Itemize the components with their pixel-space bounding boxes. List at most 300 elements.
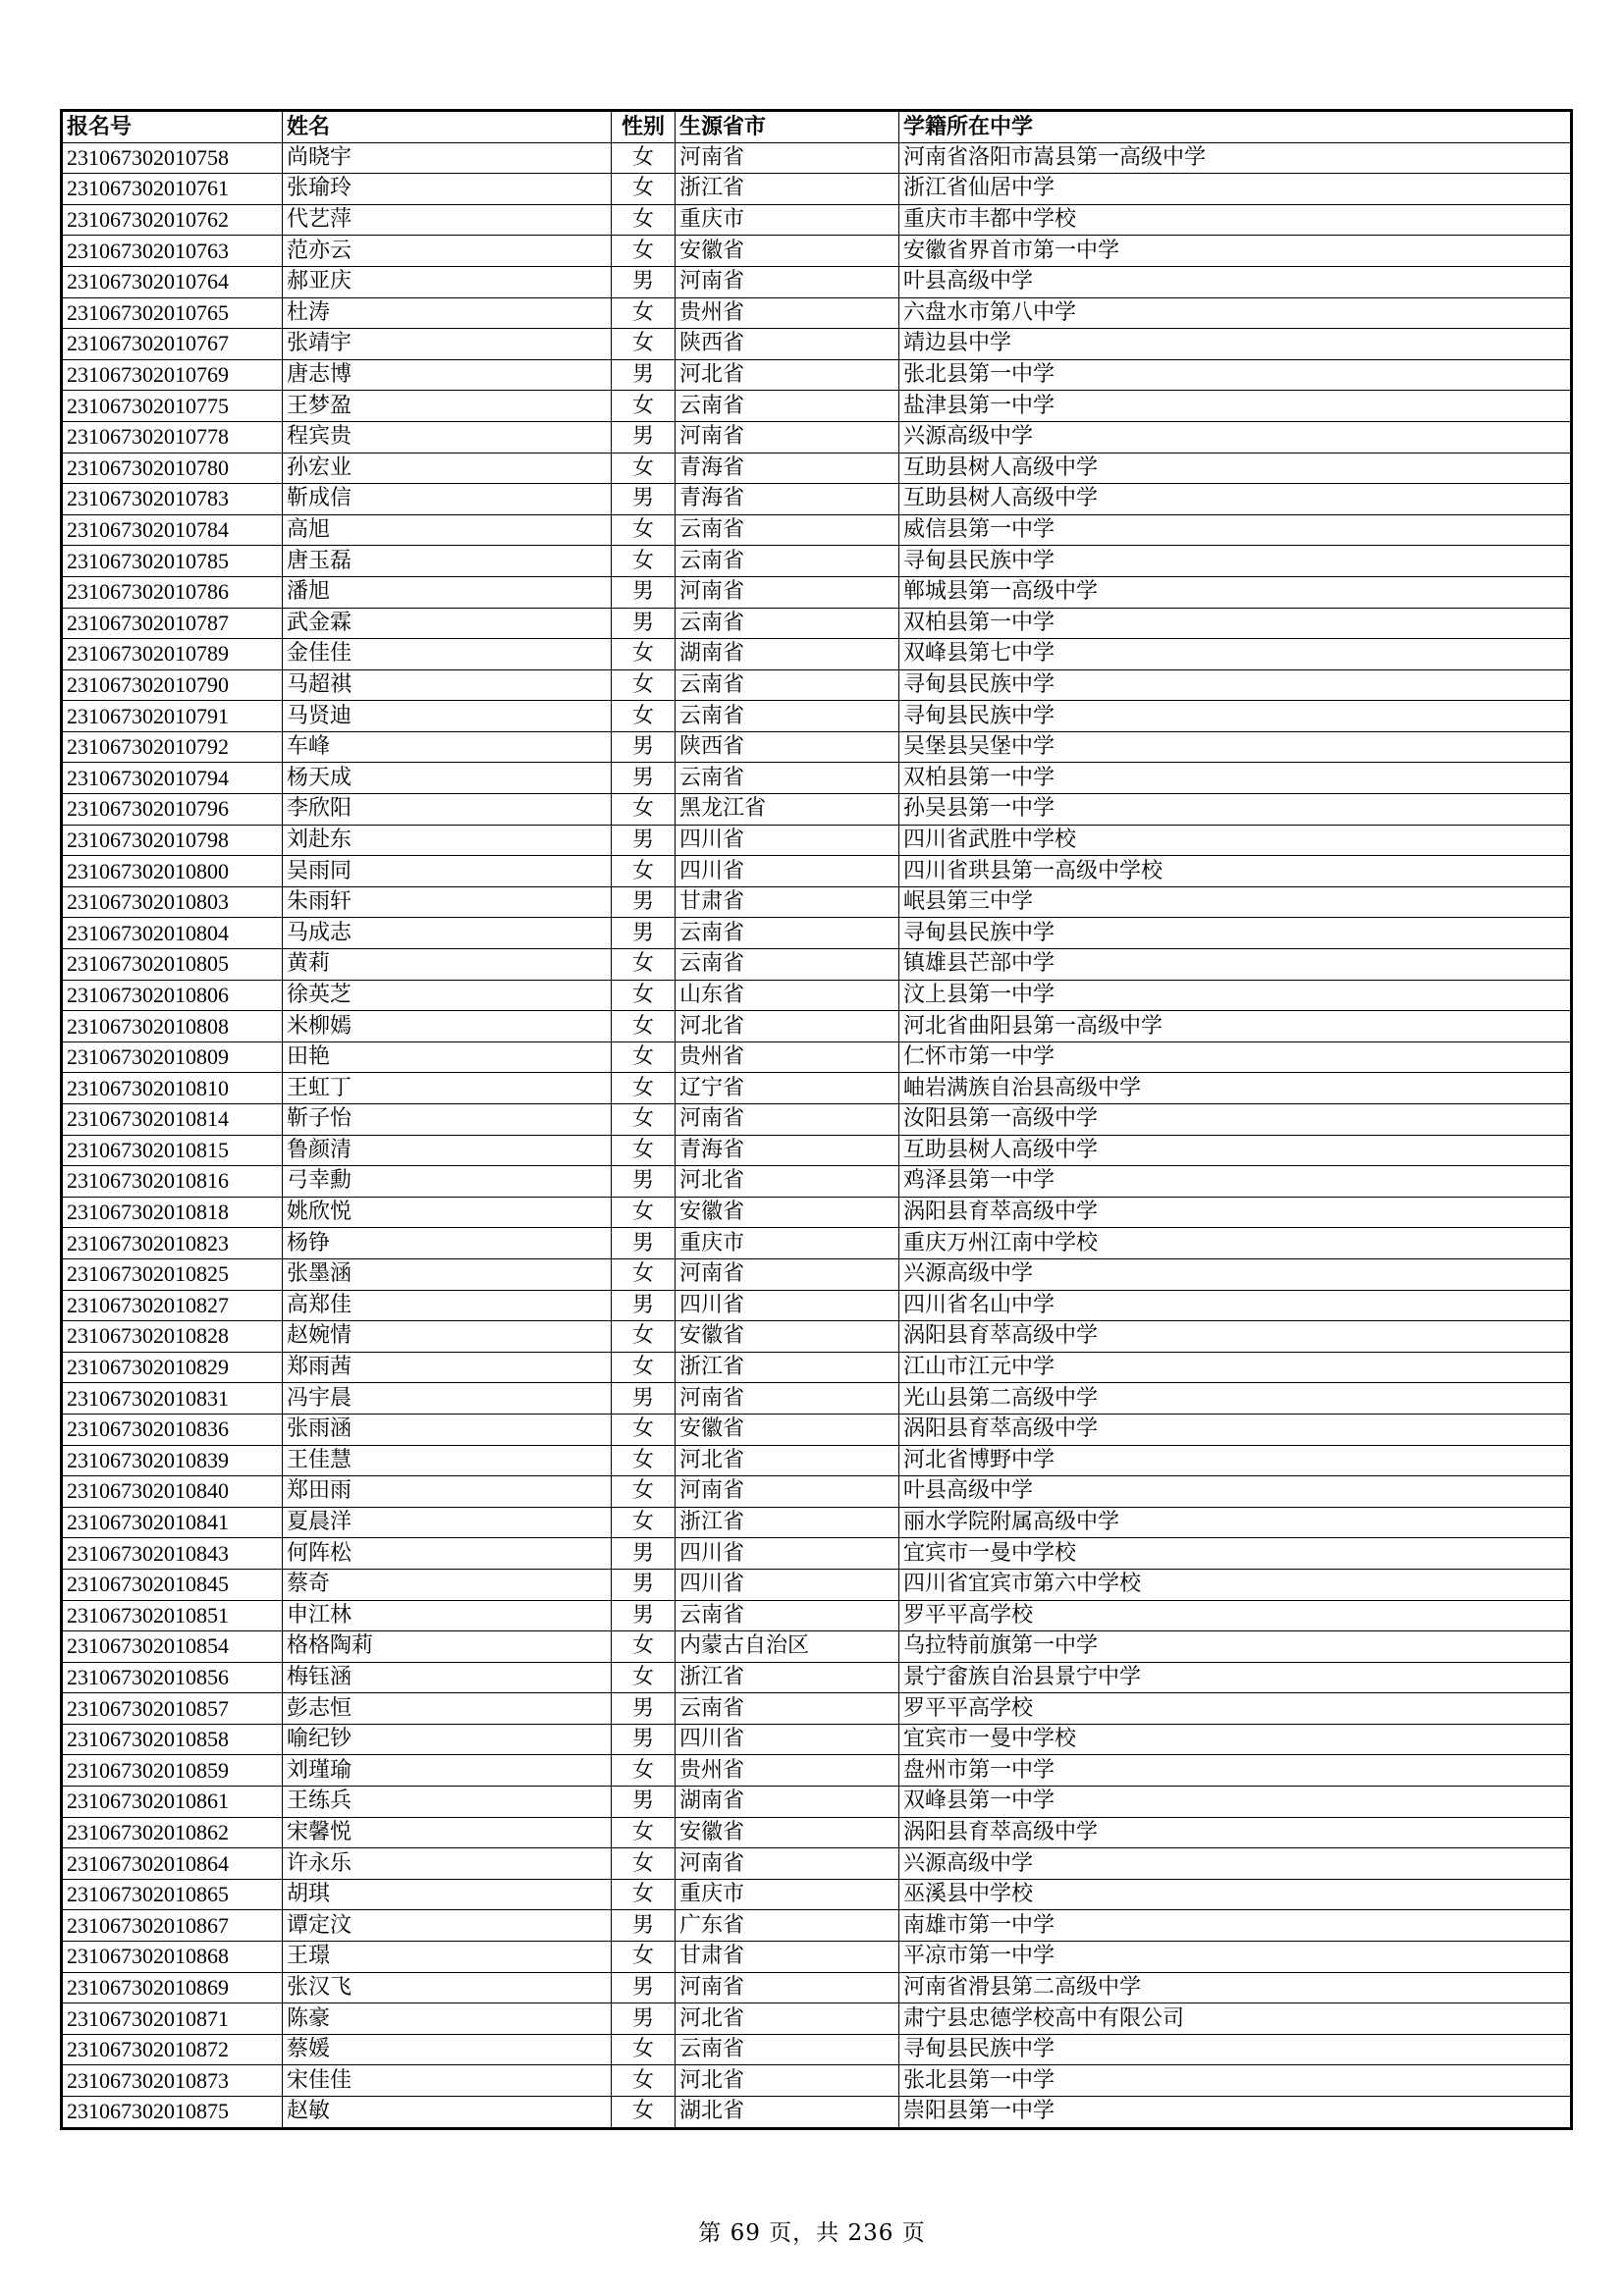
gender-cell: 男 <box>612 359 676 391</box>
registration-number-cell: 231067302010823 <box>62 1228 283 1259</box>
province-cell: 河南省 <box>676 266 899 297</box>
gender-cell: 女 <box>612 1848 676 1880</box>
school-cell: 汝阳县第一高级中学 <box>899 1104 1572 1136</box>
table-row <box>62 1848 1572 1880</box>
gender-cell: 男 <box>612 1724 676 1755</box>
gender-cell: 男 <box>612 1228 676 1259</box>
gender-cell: 女 <box>612 949 676 981</box>
table-row <box>62 1817 1572 1848</box>
registration-number-cell: 231067302010845 <box>62 1569 283 1600</box>
name-cell: 申江林 <box>283 1600 612 1631</box>
gender-cell: 女 <box>612 1352 676 1383</box>
province-cell: 云南省 <box>676 391 899 422</box>
registration-number-cell: 231067302010809 <box>62 1041 283 1073</box>
table-row <box>62 576 1572 608</box>
gender-cell: 女 <box>612 1073 676 1104</box>
table-row <box>62 1972 1572 2003</box>
registration-number-cell: 231067302010762 <box>62 204 283 236</box>
table-row <box>62 453 1572 484</box>
registration-number-cell: 231067302010791 <box>62 701 283 732</box>
gender-cell: 男 <box>612 576 676 608</box>
table-row <box>62 204 1572 236</box>
gender-cell: 女 <box>612 546 676 577</box>
school-cell: 威信县第一中学 <box>899 514 1572 546</box>
header-name: 姓名 <box>283 111 612 143</box>
table-row <box>62 1290 1572 1321</box>
registration-number-cell: 231067302010786 <box>62 576 283 608</box>
registration-number-cell: 231067302010814 <box>62 1104 283 1136</box>
registration-number-cell: 231067302010875 <box>62 2097 283 2129</box>
school-cell: 岫岩满族自治县高级中学 <box>899 1073 1572 1104</box>
province-cell: 河南省 <box>676 1972 899 2003</box>
province-cell: 云南省 <box>676 546 899 577</box>
school-cell: 四川省名山中学 <box>899 1290 1572 1321</box>
registration-number-cell: 231067302010800 <box>62 856 283 887</box>
name-cell: 张墨涵 <box>283 1258 612 1290</box>
name-cell: 刘瑾瑜 <box>283 1755 612 1787</box>
province-cell: 河南省 <box>676 1104 899 1136</box>
registration-number-cell: 231067302010828 <box>62 1321 283 1353</box>
registration-number-cell: 231067302010868 <box>62 1942 283 1973</box>
name-cell: 宋馨悦 <box>283 1817 612 1848</box>
name-cell: 杨铮 <box>283 1228 612 1259</box>
gender-cell: 男 <box>612 266 676 297</box>
school-cell: 靖边县中学 <box>899 329 1572 360</box>
table-row <box>62 949 1572 981</box>
province-cell: 重庆市 <box>676 1879 899 1910</box>
gender-cell: 女 <box>612 701 676 732</box>
gender-cell: 女 <box>612 856 676 887</box>
name-cell: 田艳 <box>283 1041 612 1073</box>
school-cell: 互助县树人高级中学 <box>899 484 1572 515</box>
registration-number-cell: 231067302010851 <box>62 1600 283 1631</box>
province-cell: 云南省 <box>676 701 899 732</box>
name-cell: 武金霖 <box>283 608 612 639</box>
name-cell: 姚欣悦 <box>283 1197 612 1228</box>
registration-number-cell: 231067302010862 <box>62 1817 283 1848</box>
name-cell: 尚晓宇 <box>283 142 612 174</box>
province-cell: 河南省 <box>676 1383 899 1415</box>
school-cell: 宜宾市一曼中学校 <box>899 1538 1572 1570</box>
gender-cell: 女 <box>612 453 676 484</box>
roster-table <box>60 109 1573 2130</box>
name-cell: 张瑜玲 <box>283 174 612 205</box>
province-cell: 重庆市 <box>676 204 899 236</box>
registration-number-cell: 231067302010815 <box>62 1135 283 1166</box>
school-cell: 张北县第一中学 <box>899 359 1572 391</box>
province-cell: 云南省 <box>676 608 899 639</box>
registration-number-cell: 231067302010861 <box>62 1787 283 1818</box>
table-row <box>62 1724 1572 1755</box>
table-row <box>62 1414 1572 1445</box>
gender-cell: 女 <box>612 2065 676 2097</box>
gender-cell: 女 <box>612 514 676 546</box>
name-cell: 谭定汶 <box>283 1910 612 1942</box>
name-cell: 靳子怡 <box>283 1104 612 1136</box>
school-cell: 镇雄县芒部中学 <box>899 949 1572 981</box>
registration-number-cell: 231067302010783 <box>62 484 283 515</box>
name-cell: 格格陶莉 <box>283 1631 612 1663</box>
registration-number-cell: 231067302010841 <box>62 1507 283 1538</box>
province-cell: 贵州省 <box>676 297 899 329</box>
school-cell: 郸城县第一高级中学 <box>899 576 1572 608</box>
table-row <box>62 1352 1572 1383</box>
province-cell: 安徽省 <box>676 1197 899 1228</box>
gender-cell: 女 <box>612 1507 676 1538</box>
name-cell: 胡琪 <box>283 1879 612 1910</box>
table-row <box>62 359 1572 391</box>
name-cell: 潘旭 <box>283 576 612 608</box>
gender-cell: 女 <box>612 1414 676 1445</box>
province-cell: 河南省 <box>676 1258 899 1290</box>
school-cell: 景宁畲族自治县景宁中学 <box>899 1662 1572 1693</box>
name-cell: 郝亚庆 <box>283 266 612 297</box>
gender-cell: 女 <box>612 391 676 422</box>
header-school: 学籍所在中学 <box>899 111 1572 143</box>
province-cell: 湖北省 <box>676 2097 899 2129</box>
gender-cell: 男 <box>612 484 676 515</box>
table-row <box>62 1787 1572 1818</box>
gender-cell: 男 <box>612 1910 676 1942</box>
table-row <box>62 236 1572 267</box>
school-cell: 重庆市丰都中学校 <box>899 204 1572 236</box>
province-cell: 浙江省 <box>676 1507 899 1538</box>
province-cell: 甘肃省 <box>676 1942 899 1973</box>
name-cell: 陈豪 <box>283 2003 612 2035</box>
gender-cell: 女 <box>612 1135 676 1166</box>
province-cell: 山东省 <box>676 980 899 1011</box>
registration-number-cell: 231067302010758 <box>62 142 283 174</box>
school-cell: 河南省滑县第二高级中学 <box>899 1972 1572 2003</box>
school-cell: 涡阳县育萃高级中学 <box>899 1321 1572 1353</box>
table-row <box>62 1693 1572 1725</box>
table-row <box>62 825 1572 856</box>
table-row <box>62 1197 1572 1228</box>
registration-number-cell: 231067302010810 <box>62 1073 283 1104</box>
name-cell: 车峰 <box>283 731 612 763</box>
province-cell: 四川省 <box>676 1538 899 1570</box>
gender-cell: 女 <box>612 1631 676 1663</box>
table-row <box>62 1011 1572 1042</box>
school-cell: 双峰县第七中学 <box>899 639 1572 670</box>
school-cell: 互助县树人高级中学 <box>899 453 1572 484</box>
name-cell: 马贤迪 <box>283 701 612 732</box>
province-cell: 云南省 <box>676 669 899 701</box>
school-cell: 涡阳县育萃高级中学 <box>899 1817 1572 1848</box>
table-row <box>62 297 1572 329</box>
school-cell: 汶上县第一中学 <box>899 980 1572 1011</box>
gender-cell: 女 <box>612 1476 676 1508</box>
province-cell: 甘肃省 <box>676 886 899 918</box>
table-row <box>62 484 1572 515</box>
gender-cell: 女 <box>612 1755 676 1787</box>
registration-number-cell: 231067302010792 <box>62 731 283 763</box>
table-row <box>62 1942 1572 1973</box>
name-cell: 金佳佳 <box>283 639 612 670</box>
registration-number-cell: 231067302010865 <box>62 1879 283 1910</box>
table-row <box>62 2003 1572 2035</box>
gender-cell: 女 <box>612 1817 676 1848</box>
school-cell: 仁怀市第一中学 <box>899 1041 1572 1073</box>
name-cell: 李欣阳 <box>283 794 612 826</box>
province-cell: 陕西省 <box>676 731 899 763</box>
name-cell: 王梦盈 <box>283 391 612 422</box>
gender-cell: 女 <box>612 2034 676 2065</box>
registration-number-cell: 231067302010867 <box>62 1910 283 1942</box>
table-row <box>62 546 1572 577</box>
name-cell: 徐英芝 <box>283 980 612 1011</box>
table-row <box>62 1569 1572 1600</box>
registration-number-cell: 231067302010839 <box>62 1445 283 1476</box>
school-cell: 张北县第一中学 <box>899 2065 1572 2097</box>
school-cell: 乌拉特前旗第一中学 <box>899 1631 1572 1663</box>
name-cell: 杜涛 <box>283 297 612 329</box>
province-cell: 河北省 <box>676 1011 899 1042</box>
table-row <box>62 1445 1572 1476</box>
name-cell: 王练兵 <box>283 1787 612 1818</box>
table-row <box>62 701 1572 732</box>
name-cell: 赵敏 <box>283 2097 612 2129</box>
gender-cell: 女 <box>612 174 676 205</box>
table-row <box>62 669 1572 701</box>
registration-number-cell: 231067302010818 <box>62 1197 283 1228</box>
school-cell: 双柏县第一中学 <box>899 608 1572 639</box>
province-cell: 四川省 <box>676 825 899 856</box>
name-cell: 蔡媛 <box>283 2034 612 2065</box>
province-cell: 贵州省 <box>676 1041 899 1073</box>
name-cell: 朱雨轩 <box>283 886 612 918</box>
province-cell: 河北省 <box>676 359 899 391</box>
province-cell: 云南省 <box>676 949 899 981</box>
registration-number-cell: 231067302010761 <box>62 174 283 205</box>
registration-number-cell: 231067302010794 <box>62 763 283 794</box>
name-cell: 夏晨洋 <box>283 1507 612 1538</box>
table-row <box>62 763 1572 794</box>
registration-number-cell: 231067302010829 <box>62 1352 283 1383</box>
gender-cell: 女 <box>612 1321 676 1353</box>
province-cell: 重庆市 <box>676 1228 899 1259</box>
name-cell: 郑雨茜 <box>283 1352 612 1383</box>
school-cell: 浙江省仙居中学 <box>899 174 1572 205</box>
table-row <box>62 174 1572 205</box>
gender-cell: 男 <box>612 1290 676 1321</box>
name-cell: 黄莉 <box>283 949 612 981</box>
school-cell: 河北省曲阳县第一高级中学 <box>899 1011 1572 1042</box>
table-row <box>62 1104 1572 1136</box>
table-row <box>62 608 1572 639</box>
table-row <box>62 514 1572 546</box>
gender-cell: 女 <box>612 329 676 360</box>
name-cell: 王璟 <box>283 1942 612 1973</box>
registration-number-cell: 231067302010816 <box>62 1166 283 1198</box>
school-cell: 兴源高级中学 <box>899 1258 1572 1290</box>
school-cell: 盘州市第一中学 <box>899 1755 1572 1787</box>
table-row <box>62 1321 1572 1353</box>
school-cell: 岷县第三中学 <box>899 886 1572 918</box>
name-cell: 冯宇晨 <box>283 1383 612 1415</box>
province-cell: 安徽省 <box>676 236 899 267</box>
school-cell: 四川省武胜中学校 <box>899 825 1572 856</box>
gender-cell: 女 <box>612 1011 676 1042</box>
province-cell: 陕西省 <box>676 329 899 360</box>
gender-cell: 女 <box>612 1942 676 1973</box>
school-cell: 平凉市第一中学 <box>899 1942 1572 1973</box>
table-row <box>62 731 1572 763</box>
province-cell: 青海省 <box>676 484 899 515</box>
province-cell: 贵州省 <box>676 1755 899 1787</box>
registration-number-cell: 231067302010778 <box>62 421 283 453</box>
name-cell: 弓幸勳 <box>283 1166 612 1198</box>
school-cell: 丽水学院附属高级中学 <box>899 1507 1572 1538</box>
school-cell: 双峰县第一中学 <box>899 1787 1572 1818</box>
name-cell: 唐志博 <box>283 359 612 391</box>
registration-number-cell: 231067302010871 <box>62 2003 283 2035</box>
province-cell: 内蒙古自治区 <box>676 1631 899 1663</box>
name-cell: 高旭 <box>283 514 612 546</box>
registration-number-cell: 231067302010798 <box>62 825 283 856</box>
registration-number-cell: 231067302010869 <box>62 1972 283 2003</box>
province-cell: 安徽省 <box>676 1414 899 1445</box>
table-row <box>62 1135 1572 1166</box>
name-cell: 孙宏业 <box>283 453 612 484</box>
name-cell: 米柳嫣 <box>283 1011 612 1042</box>
name-cell: 彭志恒 <box>283 1693 612 1725</box>
province-cell: 河北省 <box>676 2003 899 2035</box>
registration-number-cell: 231067302010804 <box>62 918 283 949</box>
school-cell: 崇阳县第一中学 <box>899 2097 1572 2129</box>
name-cell: 梅钰涵 <box>283 1662 612 1693</box>
registration-number-cell: 231067302010790 <box>62 669 283 701</box>
table-row <box>62 639 1572 670</box>
registration-number-cell: 231067302010859 <box>62 1755 283 1787</box>
registration-number-cell: 231067302010805 <box>62 949 283 981</box>
gender-cell: 女 <box>612 1197 676 1228</box>
school-cell: 重庆万州江南中学校 <box>899 1228 1572 1259</box>
province-cell: 广东省 <box>676 1910 899 1942</box>
table-row <box>62 918 1572 949</box>
province-cell: 河南省 <box>676 576 899 608</box>
registration-number-cell: 231067302010827 <box>62 1290 283 1321</box>
name-cell: 喻纪钞 <box>283 1724 612 1755</box>
province-cell: 黑龙江省 <box>676 794 899 826</box>
school-cell: 光山县第二高级中学 <box>899 1383 1572 1415</box>
table-row <box>62 2065 1572 2097</box>
school-cell: 南雄市第一中学 <box>899 1910 1572 1942</box>
school-cell: 鸡泽县第一中学 <box>899 1166 1572 1198</box>
school-cell: 涡阳县育萃高级中学 <box>899 1414 1572 1445</box>
school-cell: 双柏县第一中学 <box>899 763 1572 794</box>
registration-number-cell: 231067302010831 <box>62 1383 283 1415</box>
registration-number-cell: 231067302010857 <box>62 1693 283 1725</box>
province-cell: 四川省 <box>676 1569 899 1600</box>
province-cell: 云南省 <box>676 763 899 794</box>
name-cell: 许永乐 <box>283 1848 612 1880</box>
name-cell: 马成志 <box>283 918 612 949</box>
name-cell: 吴雨同 <box>283 856 612 887</box>
province-cell: 云南省 <box>676 2034 899 2065</box>
gender-cell: 女 <box>612 1041 676 1073</box>
province-cell: 四川省 <box>676 1290 899 1321</box>
province-cell: 湖南省 <box>676 1787 899 1818</box>
table-row <box>62 391 1572 422</box>
province-cell: 河南省 <box>676 1476 899 1508</box>
school-cell: 盐津县第一中学 <box>899 391 1572 422</box>
gender-cell: 男 <box>612 2003 676 2035</box>
name-cell: 马超祺 <box>283 669 612 701</box>
name-cell: 赵婉情 <box>283 1321 612 1353</box>
province-cell: 四川省 <box>676 856 899 887</box>
gender-cell: 男 <box>612 918 676 949</box>
name-cell: 张靖宇 <box>283 329 612 360</box>
school-cell: 罗平平高学校 <box>899 1600 1572 1631</box>
school-cell: 涡阳县育萃高级中学 <box>899 1197 1572 1228</box>
province-cell: 辽宁省 <box>676 1073 899 1104</box>
gender-cell: 女 <box>612 794 676 826</box>
province-cell: 河北省 <box>676 2065 899 2097</box>
registration-number-cell: 231067302010764 <box>62 266 283 297</box>
header-row <box>62 111 1572 143</box>
province-cell: 青海省 <box>676 453 899 484</box>
province-cell: 浙江省 <box>676 1662 899 1693</box>
table-row <box>62 1073 1572 1104</box>
gender-cell: 男 <box>612 608 676 639</box>
registration-number-cell: 231067302010873 <box>62 2065 283 2097</box>
school-cell: 互助县树人高级中学 <box>899 1135 1572 1166</box>
table-row <box>62 1228 1572 1259</box>
name-cell: 王虹丁 <box>283 1073 612 1104</box>
province-cell: 云南省 <box>676 1693 899 1725</box>
school-cell: 兴源高级中学 <box>899 1848 1572 1880</box>
school-cell: 河北省博野中学 <box>899 1445 1572 1476</box>
school-cell: 四川省宜宾市第六中学校 <box>899 1569 1572 1600</box>
table-row <box>62 329 1572 360</box>
table-row <box>62 1476 1572 1508</box>
table-row <box>62 2034 1572 2065</box>
gender-cell: 男 <box>612 763 676 794</box>
table-row <box>62 2097 1572 2129</box>
name-cell: 唐玉磊 <box>283 546 612 577</box>
registration-number-cell: 231067302010784 <box>62 514 283 546</box>
name-cell: 何阵松 <box>283 1538 612 1570</box>
name-cell: 张雨涵 <box>283 1414 612 1445</box>
registration-number-cell: 231067302010803 <box>62 886 283 918</box>
province-cell: 河南省 <box>676 1848 899 1880</box>
province-cell: 安徽省 <box>676 1817 899 1848</box>
gender-cell: 女 <box>612 1445 676 1476</box>
gender-cell: 男 <box>612 1972 676 2003</box>
registration-number-cell: 231067302010808 <box>62 1011 283 1042</box>
school-cell: 兴源高级中学 <box>899 421 1572 453</box>
gender-cell: 女 <box>612 236 676 267</box>
province-cell: 河北省 <box>676 1166 899 1198</box>
table-row <box>62 886 1572 918</box>
gender-cell: 男 <box>612 1538 676 1570</box>
registration-number-cell: 231067302010806 <box>62 980 283 1011</box>
header-province: 生源省市 <box>676 111 899 143</box>
registration-number-cell: 231067302010843 <box>62 1538 283 1570</box>
province-cell: 河南省 <box>676 421 899 453</box>
school-cell: 寻甸县民族中学 <box>899 669 1572 701</box>
name-cell: 代艺萍 <box>283 204 612 236</box>
province-cell: 四川省 <box>676 1724 899 1755</box>
gender-cell: 女 <box>612 2097 676 2129</box>
registration-number-cell: 231067302010856 <box>62 1662 283 1693</box>
province-cell: 云南省 <box>676 514 899 546</box>
gender-cell: 女 <box>612 204 676 236</box>
province-cell: 云南省 <box>676 918 899 949</box>
school-cell: 巫溪县中学校 <box>899 1879 1572 1910</box>
school-cell: 叶县高级中学 <box>899 266 1572 297</box>
